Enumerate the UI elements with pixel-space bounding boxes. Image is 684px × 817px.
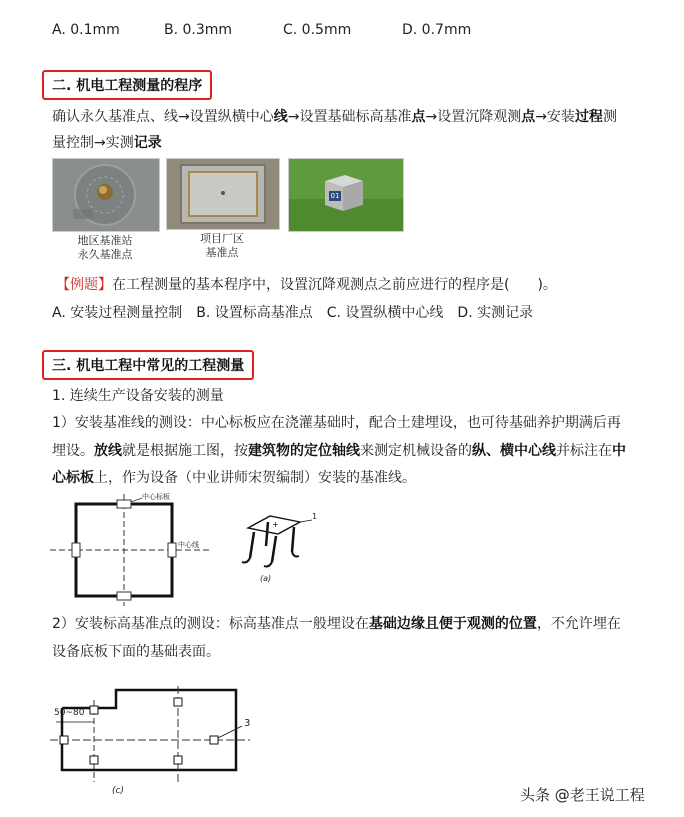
photo-settlement-marker xyxy=(288,158,404,232)
procedure-text-line1: 确认永久基准点、线→设置纵横中心线→设置基础标高基准点→设置沉降观测点→安装过程测 xyxy=(52,109,617,125)
section-heading-common-surveys: 三. 机电工程中常见的工程测量 xyxy=(42,350,254,380)
procedure-text-line2: 量控制→实测记录 xyxy=(52,135,162,151)
figure-caption-c: (c) xyxy=(112,786,124,796)
para2-line1: 2）安装标高基准点的测设：标高基准点一般埋设在基础边缘且便于观测的位置，不允许埋在 xyxy=(52,616,621,632)
option-d: D. 0.7mm xyxy=(402,22,472,38)
svg-text:+: + xyxy=(272,520,279,529)
callout-1: 1 xyxy=(312,512,318,521)
para2-line2: 设备底板下面的基础表面。 xyxy=(52,644,220,660)
figure-foundation-plan xyxy=(50,686,270,802)
figure-center-line-board xyxy=(50,494,210,606)
photo-caption-1: 地区基准站 永久基准点 xyxy=(77,234,133,261)
marker-number: 01 xyxy=(330,192,340,200)
figure-caption-a: (a) xyxy=(260,574,272,583)
subheading-continuous-equipment: 1. 连续生产设备安装的测量 xyxy=(52,388,224,404)
example-question: 【例题】在工程测量的基本程序中，设置沉降观测点之前应进行的程序是( )。 xyxy=(56,277,557,293)
example-tag: 【例题】 xyxy=(56,277,112,293)
option-b: B. 0.3mm xyxy=(164,22,233,38)
option-c: C. 0.5mm xyxy=(283,22,352,38)
photo-caption-2: 项目厂区 基准点 xyxy=(200,232,244,259)
para1-line1: 1）安装基准线的测设：中心标板应在浇灌基础时，配合土建埋设，也可待基础养护期满后再 xyxy=(52,415,621,431)
label-center-board: 中心标板 xyxy=(142,493,170,501)
dimension-label: 50~80 xyxy=(54,708,85,718)
option-a: A. 0.1mm xyxy=(52,22,120,38)
para1-line3: 心标板上，作为设备（中业讲师宋贺编制）安装的基准线。 xyxy=(52,470,416,486)
example-options: A. 安装过程测量控制 B. 设置标高基准点 C. 设置纵横中心线 D. 实测记录 xyxy=(52,305,534,321)
photo-site-benchmark xyxy=(166,158,280,230)
callout-3: 3 xyxy=(244,718,251,729)
watermark: 头条 @老王说工程 xyxy=(520,786,645,804)
para1-line2: 埋设。放线就是根据施工图，按建筑物的定位轴线来测定机械设备的纵、横中心线并标注在中 xyxy=(52,443,626,459)
photo-regional-benchmark xyxy=(52,158,160,232)
label-center-line: 中心线 xyxy=(178,541,199,549)
figure-board-on-legs xyxy=(216,500,326,596)
section-heading-procedure: 二. 机电工程测量的程序 xyxy=(42,70,212,100)
